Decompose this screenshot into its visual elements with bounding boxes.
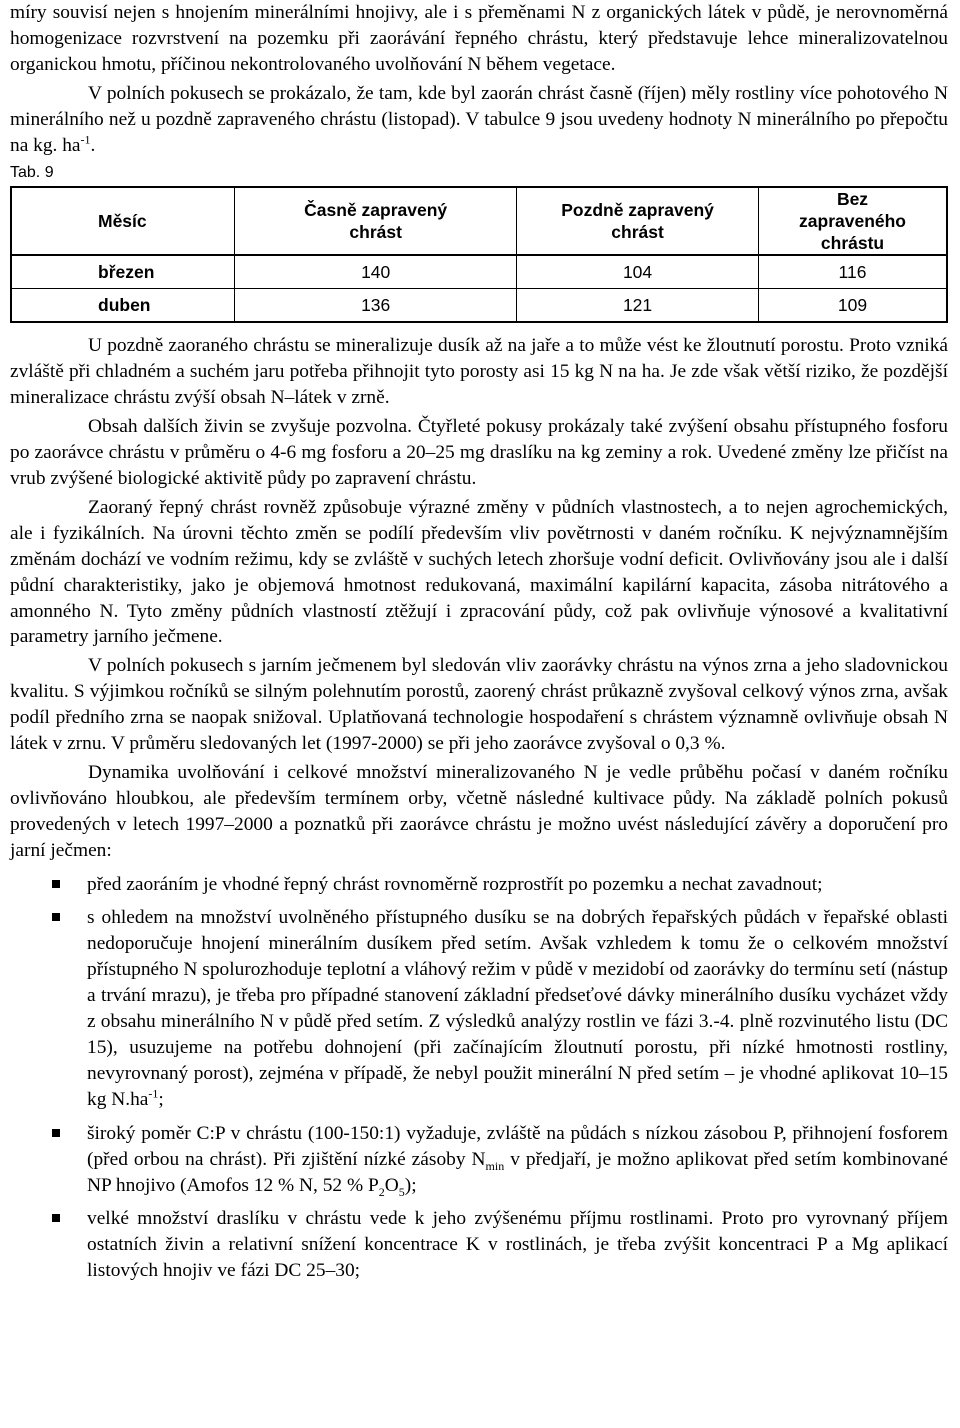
table-cell: 116 — [759, 255, 947, 289]
table-label: Tab. 9 — [10, 164, 54, 182]
bullet-square-icon — [52, 1129, 60, 1137]
bullet-square-icon — [52, 913, 60, 921]
column-header-early: Časně zapravený chrást — [235, 187, 517, 255]
paragraph: Obsah dalších živin se zvyšuje pozvolna. Čtyřleté pokusy prokázaly také zvýšení obsahu přístupného fosforu po zaorávce chrástu v průměru o 4-6 mg fosforu a 20–25 mg draslíku na kg zeminy a rok. Uvedené změny lze přičíst na vrub zvýšené biologické aktivitě půdy po zapravení chrástu. — [10, 416, 948, 489]
bullet-square-icon — [52, 1214, 60, 1222]
list-item-body: v předjaří, je možno aplikovat před setím kombinované NP hnojivo (Amofos 12 % N, 52 % P — [87, 1148, 949, 1196]
subscript: 5 — [398, 1184, 405, 1199]
paragraph: Zaoraný řepný chrást rovněž způsobuje výrazné změny v půdních vlastnostech, a to nejen agrochemických, ale i fyzikálních. Na úrovni těchto změn se podílí především vliv povětrnosti v daném ročníku. K nejvýznamnějším změnám dochází ve vodním režimu, kdy se zvláště v suchých letech zhoršuje vodní deficit. Ovlivňovány jsou ale i další půdní charakteristiky, jako je objemová hmotnost redukovaná, maximální kapilární kapacita, zásoba nitrátového a amonného N. Tyto změny půdních vlastností ztěžují i zpracování půdy, což pak ovlivňuje výnosové a kvalitativní parametry jarního ječmene. — [10, 496, 948, 648]
table-cell: 104 — [517, 255, 759, 289]
table-cell: 140 — [235, 255, 517, 289]
table-cell: 121 — [517, 289, 759, 323]
table-cell: 136 — [235, 289, 517, 323]
paragraph: Dynamika uvolňování i celkové množství mineralizovaného N je vedle průběhu počasí v daném ročníku ovlivňováno hloubkou, ale především termínem orby, včetně následné kultivace půdy. Na základě polních pokusů provedených v letech 1997–2000 a poznatků při zaorávce chrástu je možno uvést následující závěry a doporučení pro jarní ječmen: — [10, 761, 948, 861]
list-item-end: ; — [158, 1088, 164, 1110]
table-cell-month: duben — [11, 289, 235, 323]
list-item-body: široký poměr C:P v chrástu (100-150:1) vyžaduje, zvláště na půdách s nízkou zásobou P, přihnojení fosforem (před orbou na chrást). Při zjištění nízké zásoby N — [87, 1122, 948, 1170]
list-item — [10, 1121, 948, 1199]
list-item — [10, 872, 948, 898]
table-header-row — [11, 187, 947, 255]
subscript: 2 — [378, 1184, 385, 1199]
paragraph: U pozdně zaoraného chrástu se mineralizuje dusík až na jaře a to může vést ke žloutnutí porostu. Proto vzniká zvláště při chladném a suchém jaru potřeba přihnojit tyto porosty asi 15 kg N na ha. Je zde však větší riziko, že pozdější mineralizace chrástu zvýší obsah N–látek v zrně. — [10, 335, 948, 409]
paragraph: V polních pokusech s jarním ječmenem byl sledován vliv zaorávky chrástu na výnos zrna a jeho sladovnickou kvalitu. S výjimkou ročníků se silným polehnutím porostů, zaorený chrást průkazně zvyšoval celkový výnos zrna, avšak podíl předního zrna se naopak snižoval. Uplatňovaná technologie hospodaření s chrástem významně ovlivňuje obsah N látek v zrnu. V průměru sledovaných let (1997-2000) se při jeho zaorávce zvyšoval o 0,3 %. — [10, 655, 948, 755]
list-item — [10, 1206, 948, 1284]
table-row — [11, 255, 947, 289]
table-row — [11, 289, 947, 323]
paragraph — [10, 81, 948, 159]
list-item-text — [87, 905, 948, 1112]
list-item-text — [87, 1121, 948, 1199]
superscript: -1 — [80, 132, 91, 147]
column-header-month: Měsíc — [11, 187, 235, 255]
paragraph-end: . — [90, 134, 96, 156]
paragraph-text: V polních pokusech se prokázalo, že tam, kde byl zaorán chrást časně (říjen) měly rostliny více pohotového N minerálního než u pozdně zapraveného chrástu (listopad). V tabulce 9 jsou uvedeny hodnoty N minerálního po přepočtu na kg. ha — [10, 82, 948, 156]
list-item-body: O — [384, 1174, 399, 1196]
table-cell: 109 — [759, 289, 947, 323]
list-item-text: před zaoráním je vhodné řepný chrást rovnoměrně rozprostřít po pozemku a nechat zavadnout; — [87, 873, 823, 895]
bullet-square-icon — [52, 880, 60, 888]
list-item-body: s ohledem na množství uvolněného přístupného dusíku se na dobrých řepařských půdách v řepařské oblasti nedoporučuje hnojení minerálním dusíkem před setím. Avšak vzhledem k tomu že o celkovém množství přístupného N spolurozhoduje teplotní a vláhový režim v půdě v mezidobí od zaorávky do termínu setí (nástup a trvání mrazu), je třeba pro případné stanovení základní předseťové dávky minerálního dusíku vycházet vždy z obsahu minerálního N v půdě před setím. Z výsledků analýzy rostlin ve fázi 3.-4. plně rozvinutého listu (DC 15), usuzujeme na potřebu dohnojení (při začínajícím žloutnutí porostu, při nízké hmotnosti rostliny, nevyrovnaný porost), zejména v případě, že nebyl použit minerální N před setím – je vhodné aplikovat 10–15 kg N.ha — [87, 907, 948, 1110]
column-header-late: Pozdně zapravený chrást — [517, 187, 759, 255]
document-page — [10, 0, 948, 1284]
column-header-none: Bez zapraveného chrástu — [759, 187, 947, 255]
list-item-end: ); — [404, 1174, 417, 1196]
list-item — [10, 905, 948, 1112]
paragraph: míry souvisí nejen s hnojením minerálními hnojivy, ale i s přeměnami N z organických látek v půdě, je nerovnoměrná homogenizace rozvrstvení na pozemku při zaorávání řepného chrástu, který představuje lehce mineralizovatelnou organickou hmotu, příčinou nekontrolovaného uvolňování N během vegetace. — [10, 2, 948, 75]
table-cell-month: březen — [11, 255, 235, 289]
recommendation-list — [10, 872, 948, 1285]
subscript: min — [485, 1158, 505, 1173]
data-table — [10, 186, 948, 323]
list-item-text: velké množství draslíku v chrástu vede k jeho zvýšenému příjmu rostlinami. Proto pro vyrovnaný příjem ostatních živin a relativní snížení koncentrace K v rostlinách, je třeba zvýšit koncentraci P a Mg aplikací listových hnojiv ve fázi DC 25–30; — [87, 1208, 948, 1282]
superscript: -1 — [148, 1086, 159, 1101]
